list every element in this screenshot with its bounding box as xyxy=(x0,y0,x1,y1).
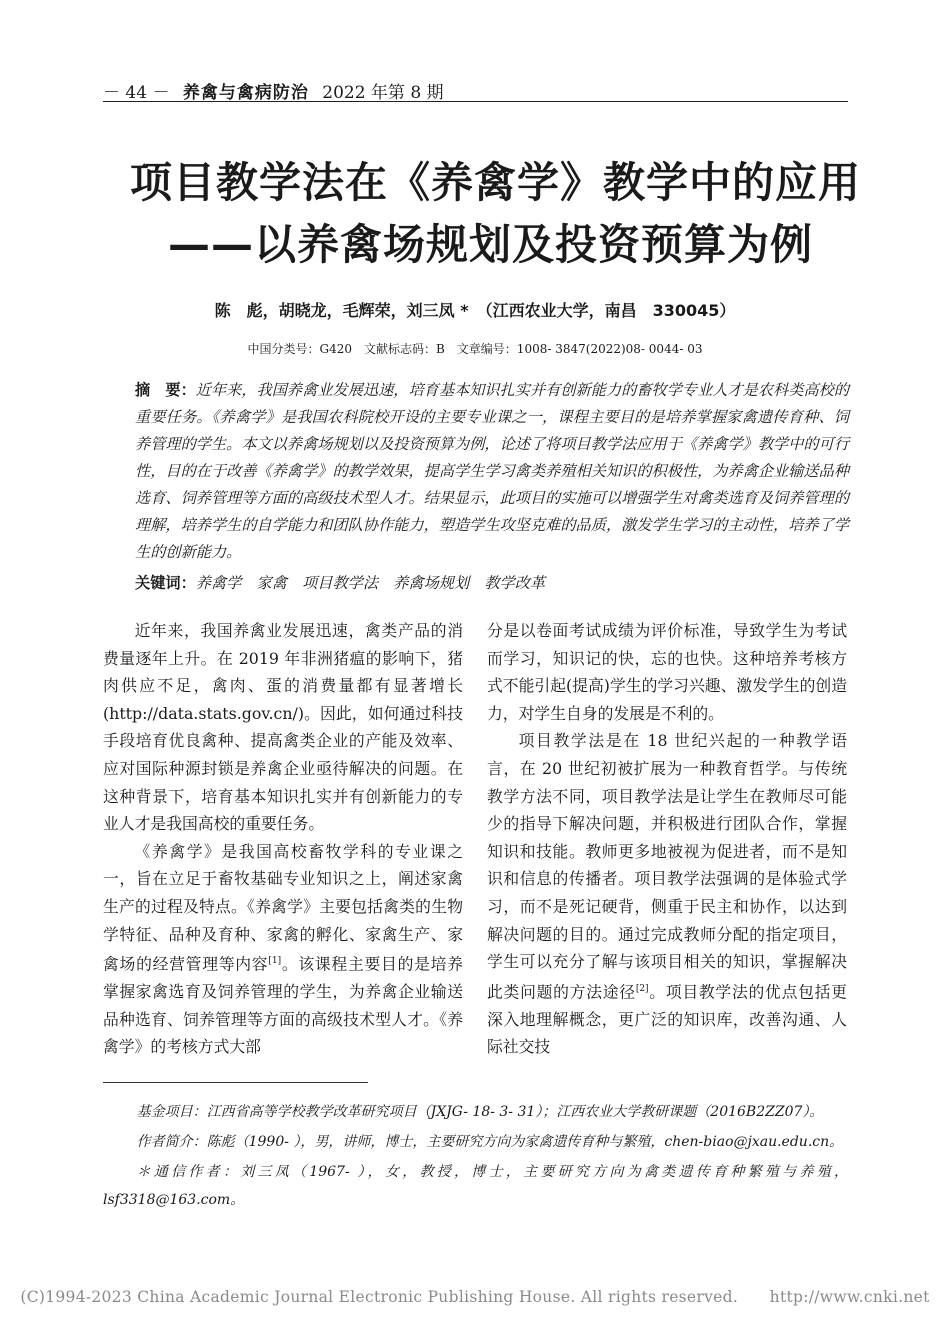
page-number: － 44 － xyxy=(103,83,170,103)
running-header xyxy=(103,78,848,103)
paragraph-text: 项目教学法是在 18 世纪兴起的一种教学语言，在 20 世纪初被扩展为一种教育哲学。与传统教学方法不同，项目教学法是让学生在教师尽可能少的指导下解决问题，并积极进行团队合作，掌握知识和技能。教师更多地被视为促进者，而不是知识和信息的传播者。项目教学法强调的是体验式学习，而不是死记硬背，侧重于民主和协作，以达到解决问题的目的。通过完成教师分配的指定项目，学生可以充分了解与该项目相关的知识，掌握解决此类问题的方法途径 xyxy=(487,731,847,1001)
paragraph-text: 《养禽学》是我国高校畜牧学科的专业课之一，旨在立足于畜牧基础专业知识之上，阐述家禽生产的过程及特点。《养禽学》主要包括禽类的生物学特征、品种及育种、家禽的孵化、家禽生产、家禽场的经营管理等内容 xyxy=(103,841,463,974)
body-paragraph: 分是以卷面考试成绩为评价标准，导致学生为考试而学习，知识记的快，忘的也快。这种培养考核方式不能引起(提高)学生的学习兴趣、激发学生的创造力，对学生自身的发展是不利的。 xyxy=(487,621,847,723)
citation-ref[interactable]: [2] xyxy=(635,983,649,994)
abstract-text: 近年来，我国养禽业发展迅速，培育基本知识扎实并有创新能力的畜牧学专业人才是农科类高校的重要任务。《养禽学》是我国农科院校开设的主要专业课之一，课程主要目的是培养掌握家禽遗传育种、饲养管理的学生。本文以养禽场规划以及投资预算为例，论述了将项目教学法应用于《养禽学》教学中的可行性，目的在于改善《养禽学》的教学效果，提高学生学习禽类养殖相关知识的积极性，为养禽企业输送品种选育、饲养管理等方面的高级技术型人才。结果显示，此项目的实施可以增强学生对禽类选育及饲养管理的理解，培养学生的自学能力和团队协作能力，塑造学生攻坚克难的品质，激发学生学习的主动性，培养了学生的创新能力。 xyxy=(135,381,850,561)
body-paragraph: 近年来，我国养禽业发展迅速，禽类产品的消费量逐年上升。在 2019 年非洲猪瘟的影响下，猪肉供应不足，禽肉、蛋的消费量都有显著增长(http://data.stats.gov.cn/)。因此，如何通过科技手段培育优良禽种、提高禽类企业的产能及效率、应对国际种源封锁是养禽企业亟待解决的问题。在这种背景下，培育基本知识扎实并有创新能力的专业人才是我国高校的重要任务。 xyxy=(103,621,463,834)
citation-ref[interactable]: [1] xyxy=(268,956,282,967)
keywords-label: 关键词： xyxy=(135,574,196,592)
footnotes xyxy=(103,1098,848,1214)
footnote-corresponding: ＊通信作者：刘三凤（1967- ），女，教授，博士，主要研究方向为禽类遗传育种繁殖与养殖，lsf3318@163.com。 xyxy=(103,1164,848,1208)
abstract-label: 摘 要： xyxy=(135,381,196,399)
body-paragraph xyxy=(103,838,463,1061)
article-title-line2: ——以养禽场规划及投资预算为例 xyxy=(168,220,814,269)
abstract xyxy=(135,377,849,566)
keywords xyxy=(135,570,849,596)
journal-name: 养禽与禽病防治 xyxy=(182,83,309,103)
body-paragraph xyxy=(487,727,847,1060)
body-column-left xyxy=(103,617,463,1061)
body-column-right xyxy=(487,617,847,1061)
paragraph-text: 。该课程主要目的是培养掌握家禽选育及饲养管理的学生，为养禽企业输送品种选育、饲养管理等方面的高级技术型人才。《养禽学》的考核方式大部 xyxy=(103,954,463,1057)
footnote-divider xyxy=(103,1082,368,1083)
copyright-notice: (C)1994-2023 China Academic Journal Electronic Publishing House. All rights reserved. http://www.cnki.net xyxy=(20,1288,930,1306)
footnote-author: 作者简介：陈彪（1990- ），男，讲师，博士，主要研究方向为家禽遗传育种与繁殖，chen-biao@jxau.edu.cn。 xyxy=(136,1134,844,1150)
paragraph-text: 。项目教学法的优点包括更深入地理解概念，更广泛的知识库，改善沟通、人际社交技 xyxy=(487,981,847,1057)
footnote-fund: 基金项目：江西省高等学校教学改革研究项目（JXJG- 18- 3- 31）；江西农业大学教研课题（2016B2ZZ07）。 xyxy=(136,1104,824,1120)
article-title-line1: 项目教学法在《养禽学》教学中的应用 xyxy=(130,158,862,207)
authors-affiliation: 陈 彪，胡晓龙，毛辉荣，刘三凤 * （江西农业大学，南昌 330045） xyxy=(214,301,736,320)
keywords-text: 养禽学 家禽 项目教学法 养禽场规划 教学改革 xyxy=(195,574,546,592)
header-divider xyxy=(103,101,848,102)
classification-line: 中国分类号：G420 文献标志码：B 文章编号：1008- 3847(2022)08- 0044- 03 xyxy=(247,342,703,356)
issue-label: 2022 年第 8 期 xyxy=(322,83,444,103)
